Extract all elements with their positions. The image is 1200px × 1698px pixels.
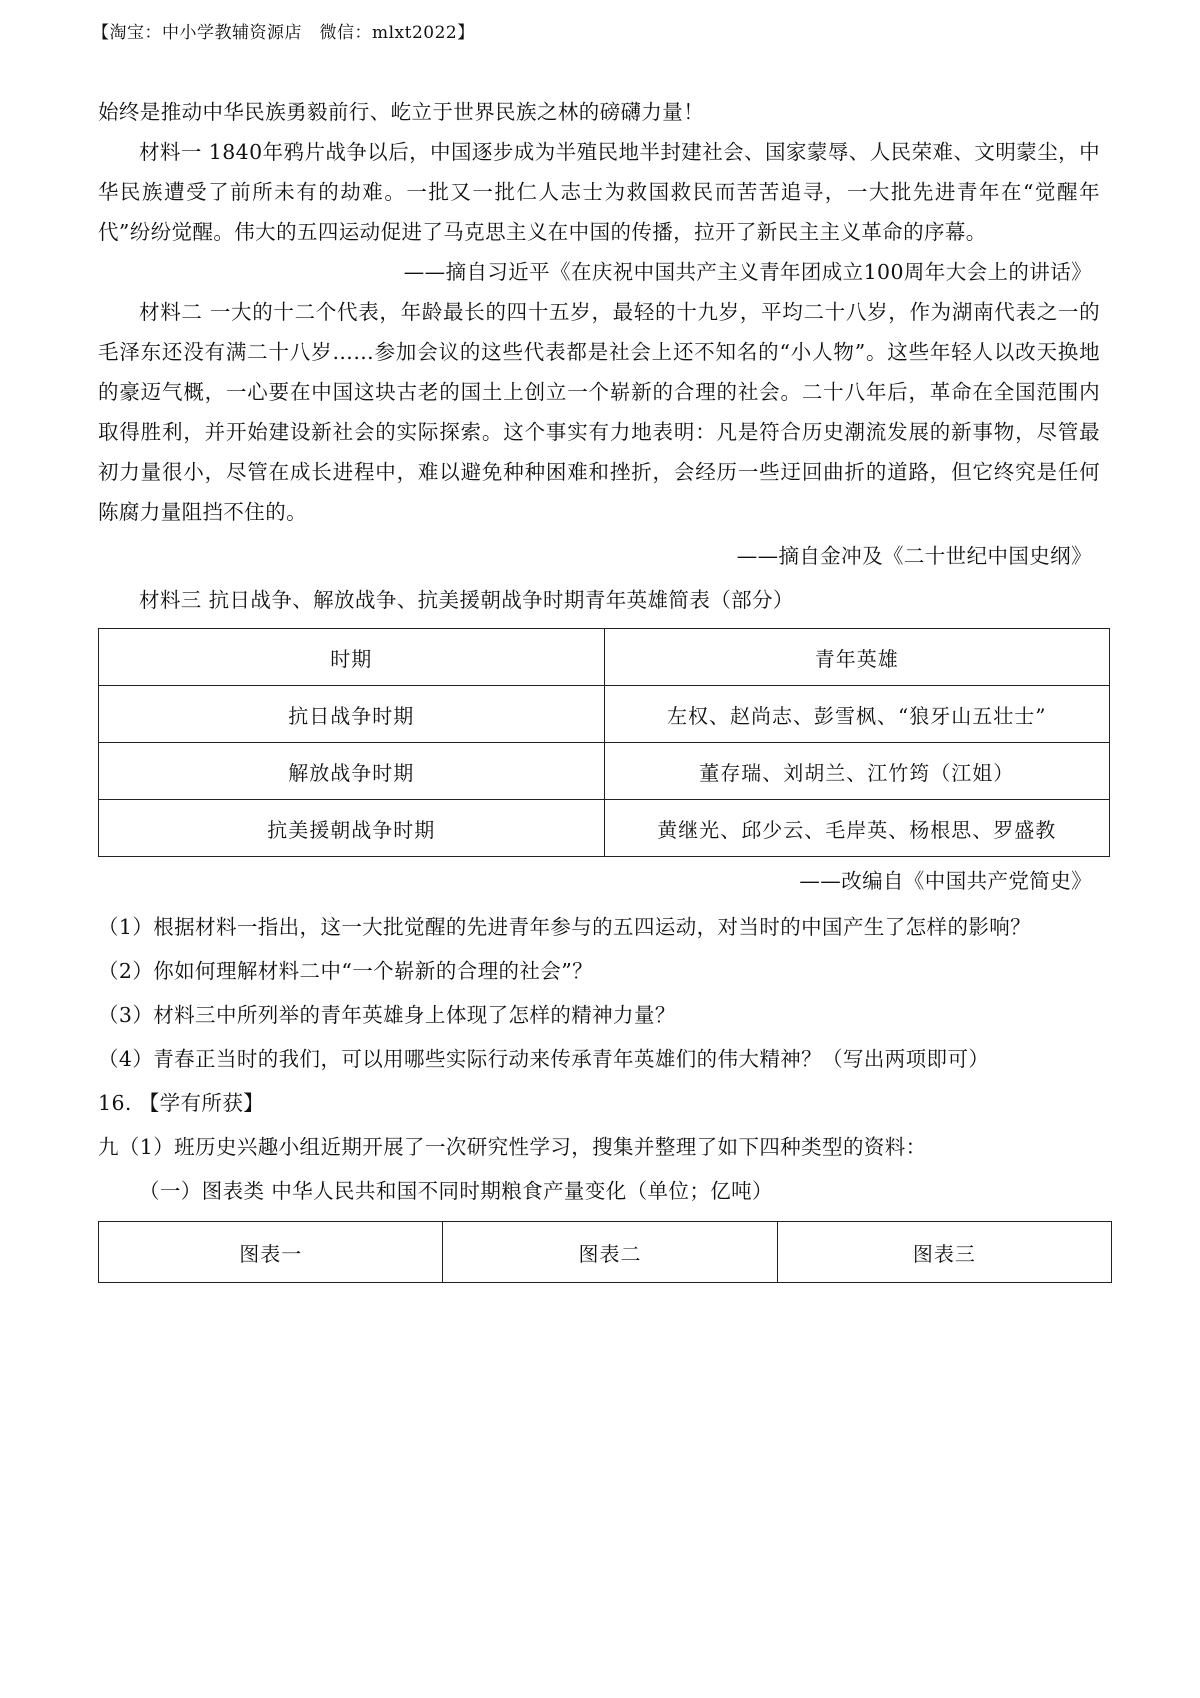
question-16-intro: 九（1）班历史兴趣小组近期开展了一次研究性学习，搜集并整理了如下四种类型的资料： (98, 1135, 927, 1159)
section-1-title: （一）图表类 中华人民共和国不同时期粮食产量变化（单位；亿吨） (139, 1179, 773, 1203)
table-cell-period: 抗日战争时期 (99, 686, 605, 743)
page-header-banner: 【淘宝：中小学教辅资源店 微信：mlxt2022】 (92, 23, 475, 43)
question-4: （4）青春正当时的我们，可以用哪些实际行动来传承青年英雄们的伟大精神？（写出两项即可） (98, 1047, 990, 1071)
material-2-text: 材料二 一大的十二个代表，年龄最长的四十五岁，最轻的十九岁，平均二十八岁，作为湖南代表之一的毛泽东还没有满二十八岁……参加会议的这些代表都是社会上还不知名的“小人物”。这些年轻人以改天换地的豪迈气概，一心要在中国这块古老的国土上创立一个崭新的合理的社会。二十八年后，革命在全国范围内取得胜利，并开始建设新社会的实际探索。这个事实有力地表明：凡是符合历史潮流发展的新事物，尽管最初力量很小，尽管在成长进程中，难以避免种种困难和挫折，会经历一些迂回曲折的道路，但它终究是任何陈腐力量阻挡不住的。 (98, 300, 1100, 524)
table-cell-heroes: 董存瑞、刘胡兰、江竹筠（江姐） (604, 743, 1110, 800)
question-16 (98, 1081, 1100, 1213)
table-header-period: 时期 (99, 629, 605, 686)
question-3: （3）材料三中所列举的青年英雄身上体现了怎样的精神力量？ (98, 1003, 676, 1027)
table-header-row (99, 629, 1110, 686)
material-3-source: ——改编自《中国共产党简史》 (799, 869, 1092, 893)
intro-line: 始终是推动中华民族勇毅前行、屹立于世界民族之林的磅礴力量！ (98, 100, 705, 124)
table-cell-period: 抗美援朝战争时期 (99, 800, 605, 857)
hero-table (98, 628, 1110, 857)
question-2: （2）你如何理解材料二中“一个崭新的合理的社会”？ (98, 959, 594, 983)
table-cell-heroes: 左权、赵尚志、彭雪枫、“狼牙山五壮士” (604, 686, 1110, 743)
table-cell-period: 解放战争时期 (99, 743, 605, 800)
table-header-heroes: 青年英雄 (604, 629, 1110, 686)
chart-3-header: 图表三 (777, 1222, 1111, 1283)
table-row (99, 743, 1110, 800)
chart-header-table (98, 1221, 1112, 1283)
question-1: （1）根据材料一指出，这一大批觉醒的先进青年参与的五四运动，对当时的中国产生了怎样的影响？ (98, 915, 1032, 939)
question-list (98, 905, 1100, 1081)
table-row (99, 686, 1110, 743)
material-1-source: ——摘自习近平《在庆祝中国共产主义青年团成立100周年大会上的讲话》 (403, 260, 1092, 284)
document-body (98, 92, 1100, 1283)
material-2-source: ——摘自金冲及《二十世纪中国史纲》 (736, 544, 1092, 568)
material-3-caption: 材料三 抗日战争、解放战争、抗美援朝战争时期青年英雄简表（部分） (139, 588, 794, 612)
chart-2-header: 图表二 (443, 1222, 777, 1283)
table-row (99, 800, 1110, 857)
chart-1-header: 图表一 (99, 1222, 443, 1283)
table-header-row (99, 1222, 1112, 1283)
material-1-text: 材料一 1840年鸦片战争以后，中国逐步成为半殖民地半封建社会、国家蒙辱、人民荣难、文明蒙尘，中华民族遭受了前所未有的劫难。一批又一批仁人志士为救国救民而苦苦追寻，一大批先进青年在“觉醒年代”纷纷觉醒。伟大的五四运动促进了马克思主义在中国的传播，拉开了新民主主义革命的序幕。 (98, 140, 1100, 244)
question-16-title: 16. 【学有所获】 (98, 1091, 265, 1115)
table-cell-heroes: 黄继光、邱少云、毛岸英、杨根思、罗盛教 (604, 800, 1110, 857)
